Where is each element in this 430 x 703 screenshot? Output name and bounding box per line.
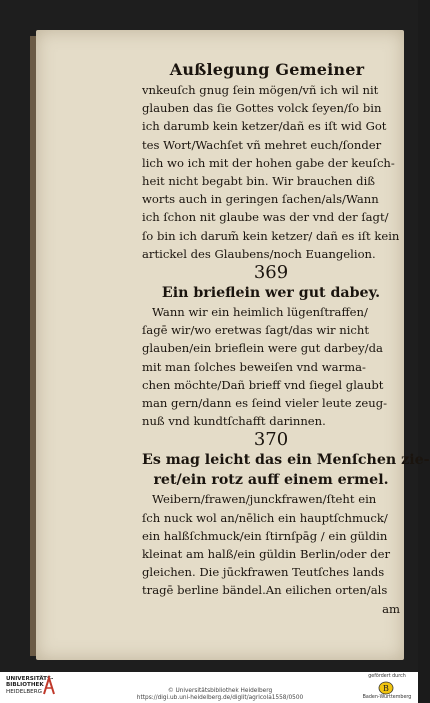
section-heading-369: Ein brieflein wer gut dabey. (161, 285, 381, 302)
page-text-block (142, 60, 430, 618)
section-heading-370-line-1: Es mag leicht das ein Menſchen zie- (142, 452, 430, 469)
library-name-line-1: UNIVERSITÄTS- (6, 676, 54, 682)
text-line: heit nicht begabt bin. Wir brauchen diß (142, 174, 376, 189)
library-logo-icon (42, 676, 56, 696)
text-line: glauben/ein brieflein were gut darbey/da (142, 341, 383, 356)
funder-name: Baden-Württemberg (362, 694, 412, 700)
text-line: lich wo ich mit der hohen gabe der keuſch- (142, 155, 395, 170)
text-line: ein halßſchmuck/ein ſtirnſpāg / ein güldin (142, 528, 388, 543)
text-line: ſagē wir/wo eretwas ſagt/das wir nicht (142, 323, 370, 338)
text-line: ich ſchon nit glaube was der vnd der ſagt/ (142, 210, 389, 225)
running-head: Außlegung Gemeiner (169, 60, 365, 79)
library-name-line-2: BIBLIOTHEK (6, 682, 44, 689)
copyright-text: © Universitätsbibliothek Heidelberg (167, 688, 273, 694)
text-line: nuß vnd kundtſchafft darinnen. (142, 414, 326, 429)
section-number-370: 370 (253, 429, 289, 451)
text-line: Wann wir ein heimlich lügenſtraffen/ (152, 305, 368, 320)
text-line: man gern/dann es ſeind vieler leute zeug- (142, 396, 388, 411)
text-line: worts auch in geringen ſachen/als/Wann (142, 192, 379, 207)
library-name-line-3: HEIDELBERG (6, 688, 42, 695)
section-heading-370-line-2: ret/ein rotz auff einem ermel. (153, 472, 389, 489)
text-line: vnkeuſch gnug ſein mögen/vñ ich wil nit (142, 83, 379, 97)
text-line: glauben das ſie Gottes volck ſeyen/ſo bin (142, 101, 382, 116)
paragraph-1 (142, 81, 400, 263)
svg-text:B: B (383, 684, 389, 693)
funder-logo-icon (378, 681, 394, 695)
text-line: gleichen. Die jūckfrawen Teutſches lands (142, 565, 385, 580)
text-line: chen möchte/Dañ brieff vnd ſiegel glaubt (142, 377, 384, 392)
copyright-notice (110, 688, 330, 702)
section-number-369: 369 (253, 262, 289, 284)
permalink-url[interactable]: https://digi.ub.uni-heidelberg.de/diglit/agricola1558/0500 (136, 695, 304, 701)
catchword: am (382, 601, 400, 616)
funder-label: gefördert durch (368, 674, 406, 679)
text-line: Weibern/frawen/junckfrawen/ſteht ein (152, 492, 377, 507)
text-line: ſo bin ich darum̃ kein ketzer/ dañ es iſt kein (142, 228, 400, 243)
paragraph-3 (142, 490, 400, 599)
text-line: kleinat am halß/ein güldin Berlin/oder der (142, 547, 390, 562)
text-line: ſch nuck wol an/nēlich ein hauptſchmuck/ (142, 510, 388, 525)
text-line: tes Wort/Wachſet vñ mehret euch/ſonder (142, 137, 382, 152)
paragraph-2 (142, 303, 400, 430)
text-line: artickel des Glaubens/noch Euangelion. (142, 246, 376, 261)
text-line: ich darumb kein ketzer/dañ es iſt wid Got (142, 119, 387, 134)
text-line: mit man ſolches beweiſen vnd warma- (142, 359, 366, 374)
text-line: tragē berline bändel.An eilichen orten/als (142, 583, 388, 598)
